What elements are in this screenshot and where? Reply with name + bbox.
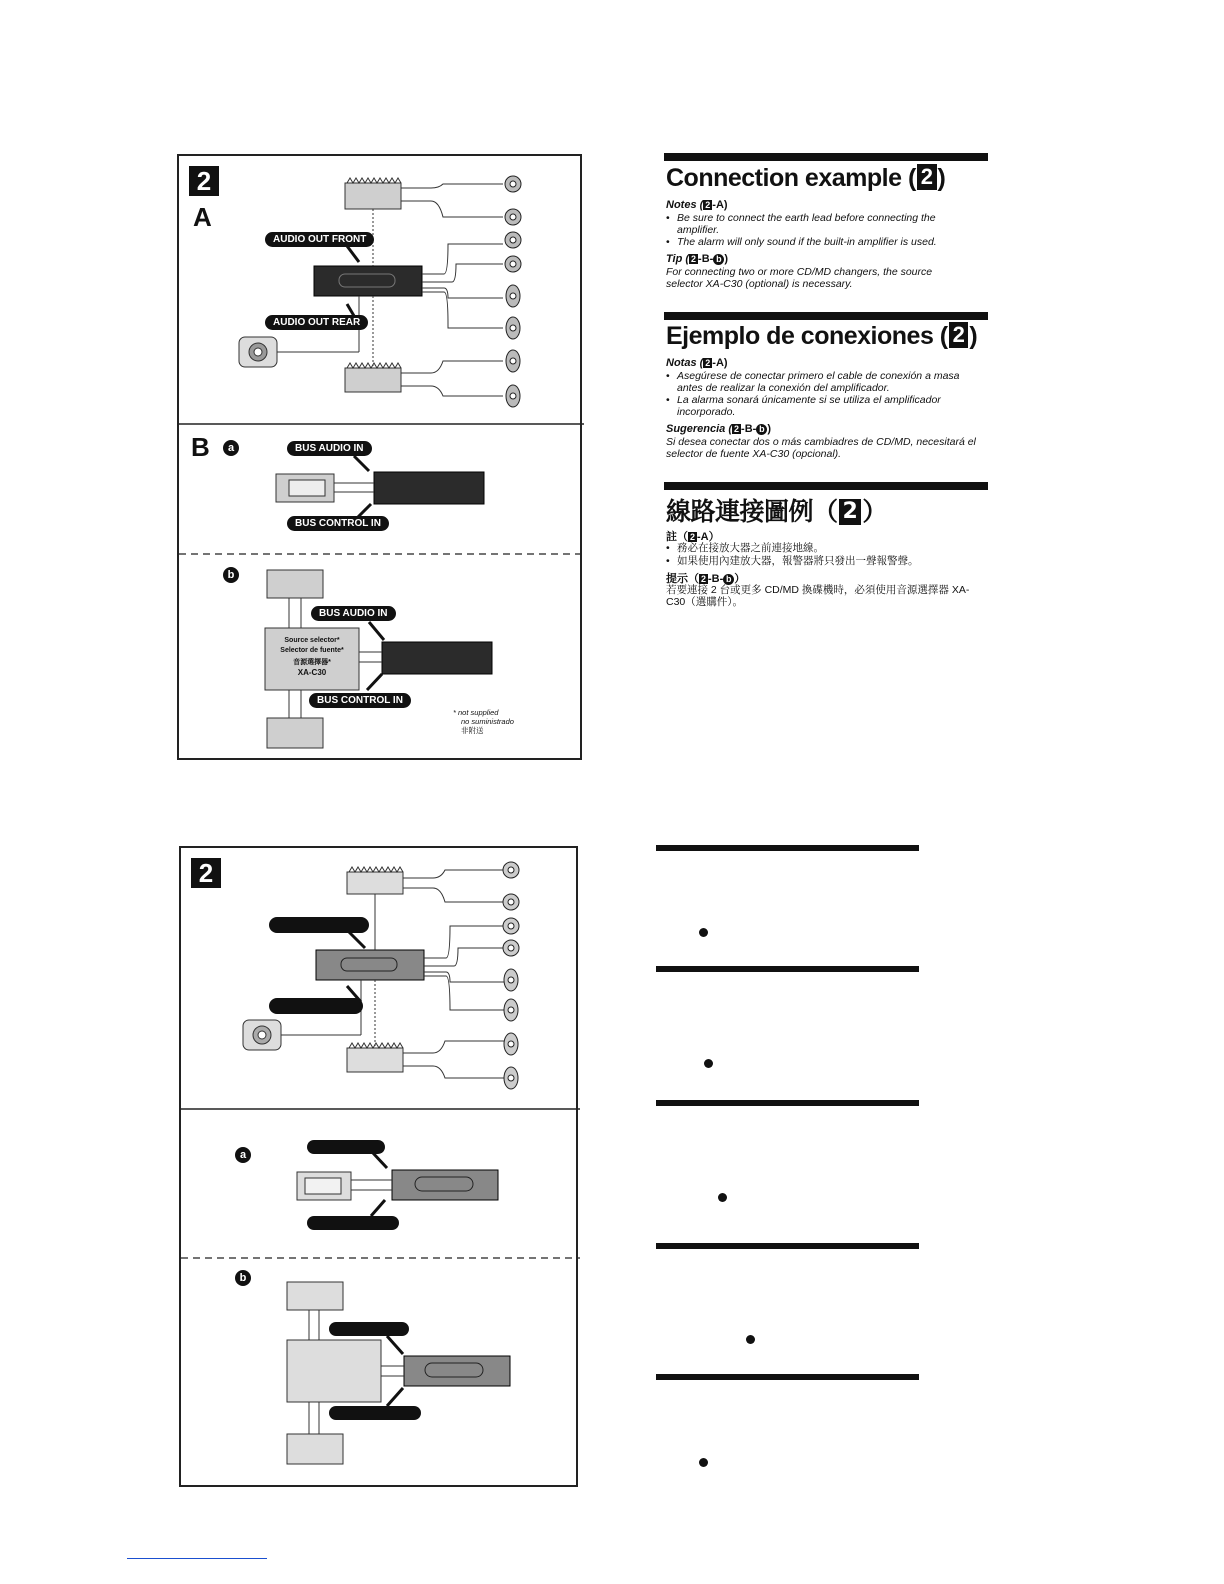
source-selector-line1: Source selector* <box>284 637 340 644</box>
footnote-es: no suministrado <box>461 717 514 726</box>
chinese-heading-badge: 2 <box>839 499 862 525</box>
chinese-tip-b-marker: b <box>723 574 734 585</box>
english-heading-text: Connection example ( <box>666 164 916 192</box>
source-selector-model: XA-C30 <box>297 668 327 677</box>
spanish-notes-suffix: -A) <box>712 357 728 369</box>
bottom-b-marker-1 <box>699 928 708 937</box>
english-section-rule <box>664 153 988 161</box>
spanish-heading-close: ) <box>969 322 978 350</box>
spanish-heading-badge: 2 <box>949 322 969 348</box>
source-selector-line3: 音源選擇器* <box>293 659 331 666</box>
bottom-b-marker-5 <box>699 1458 708 1467</box>
chinese-tip-end: ） <box>734 573 746 585</box>
bottom-b-marker-3 <box>718 1193 727 1202</box>
bus-control-in-label-a: BUS CONTROL IN <box>287 516 389 531</box>
chinese-notes-suffix: -A） <box>697 531 720 543</box>
english-tip-title <box>666 253 728 265</box>
english-notes-title <box>666 199 728 211</box>
english-heading-close: ) <box>937 164 946 192</box>
spanish-tip-title <box>666 423 771 435</box>
chinese-note-2: • 如果使用內建放大器，報警器將只發出一聲報警聲。 <box>677 555 977 567</box>
bottom-sub-b-marker: b <box>235 1270 251 1286</box>
footnote-en-text: not supplied <box>458 708 499 717</box>
english-tip-label: Tip ( <box>666 253 690 265</box>
bus-audio-in-label-a: BUS AUDIO IN <box>287 441 372 456</box>
audio-out-front-label: AUDIO OUT FRONT <box>265 232 374 247</box>
chinese-note-1: • 務必在接放大器之前連接地線。 <box>677 542 977 554</box>
footnote-en: * not supplied <box>453 708 499 717</box>
spanish-tip-suffix: -B- <box>741 423 757 435</box>
audio-out-rear-label: AUDIO OUT REAR <box>265 315 368 330</box>
top-figure-number: 2 <box>189 166 219 196</box>
english-tip-end: ) <box>724 253 728 265</box>
footnote-zh: 非附送 <box>461 726 484 735</box>
spanish-tip-b-marker: b <box>756 424 767 435</box>
chinese-heading <box>666 492 887 528</box>
spanish-notes-badge: 2 <box>705 358 711 368</box>
spanish-tip-text: Si desea conectar dos o más cambiadres de CD/MD, necesitará el selector de fuente XA-C30 (opcional). <box>666 436 976 460</box>
bottom-rule-1 <box>656 845 919 851</box>
footer-link-underline <box>127 1558 267 1559</box>
spanish-tip-badge: 2 <box>734 424 740 434</box>
spanish-heading-text: Ejemplo de conexiones ( <box>666 322 948 350</box>
spanish-note-2: • La alarma sonará únicamente si se utiliza el amplificador incorporado. <box>677 394 977 418</box>
english-note-2: • The alarm will only sound if the built-in amplifier is used. <box>677 236 977 248</box>
chinese-tip-suffix: -B- <box>708 573 724 585</box>
bus-audio-in-label-b: BUS AUDIO IN <box>311 606 396 621</box>
source-selector-line2: Selector de fuente* <box>280 647 344 654</box>
bottom-rule-5 <box>656 1374 919 1380</box>
english-notes-badge: 2 <box>705 200 711 210</box>
bottom-rule-3 <box>656 1100 919 1106</box>
chinese-tip-badge: 2 <box>701 574 707 584</box>
english-tip-suffix: -B- <box>698 253 714 265</box>
chinese-heading-close: ） <box>862 497 887 526</box>
english-tip-text: For connecting two or more CD/MD changers, the source selector XA-C30 (optional) is necessary. <box>666 266 933 290</box>
bottom-connection-diagram <box>179 846 578 1487</box>
bottom-sub-a-marker: a <box>235 1147 251 1163</box>
spanish-tip-label: Sugerencia ( <box>666 423 733 435</box>
english-heading <box>666 164 945 193</box>
sub-b-marker: b <box>223 567 239 583</box>
english-heading-badge: 2 <box>917 164 937 190</box>
chinese-heading-text: 線路連接圖例（ <box>666 497 838 526</box>
spanish-section-rule <box>664 312 988 320</box>
top-connection-diagram <box>177 154 582 760</box>
spanish-notes-label: Notas ( <box>666 357 704 369</box>
spanish-note-1: • Asegúrese de conectar primero el cable de conexión a masa antes de realizar la conexión del amplificador. <box>677 370 982 394</box>
spanish-tip-end: ) <box>767 423 771 435</box>
english-notes-label: Notes ( <box>666 199 704 211</box>
bottom-rule-2 <box>656 966 919 972</box>
sub-a-marker: a <box>223 440 239 456</box>
english-tip-badge: 2 <box>691 254 697 264</box>
english-tip-b-marker: b <box>713 254 724 265</box>
chinese-notes-label: 註（ <box>666 531 688 543</box>
section-b-label: B <box>191 432 210 462</box>
top-diagram-drawing <box>179 156 584 762</box>
bottom-b-marker-2 <box>704 1059 713 1068</box>
chinese-notes-badge: 2 <box>690 532 696 542</box>
english-note-1: • Be sure to connect the earth lead before connecting the amplifier. <box>677 212 962 236</box>
chinese-tip-text: 若要連接 2 台或更多 CD/MD 換碟機時，必須使用音源選擇器 XA-C30（選購件）。 <box>666 584 970 608</box>
english-notes-suffix: -A) <box>712 199 728 211</box>
bottom-figure-number: 2 <box>191 858 221 888</box>
bottom-diagram-drawing <box>181 848 580 1489</box>
bottom-rule-4 <box>656 1243 919 1249</box>
chinese-tip-label: 提示（ <box>666 573 699 585</box>
bottom-b-marker-4 <box>746 1335 755 1344</box>
chinese-section-rule <box>664 482 988 490</box>
spanish-heading <box>666 322 977 351</box>
section-a-label: A <box>193 202 212 232</box>
spanish-notes-title <box>666 357 728 369</box>
bus-control-in-label-b: BUS CONTROL IN <box>309 693 411 708</box>
